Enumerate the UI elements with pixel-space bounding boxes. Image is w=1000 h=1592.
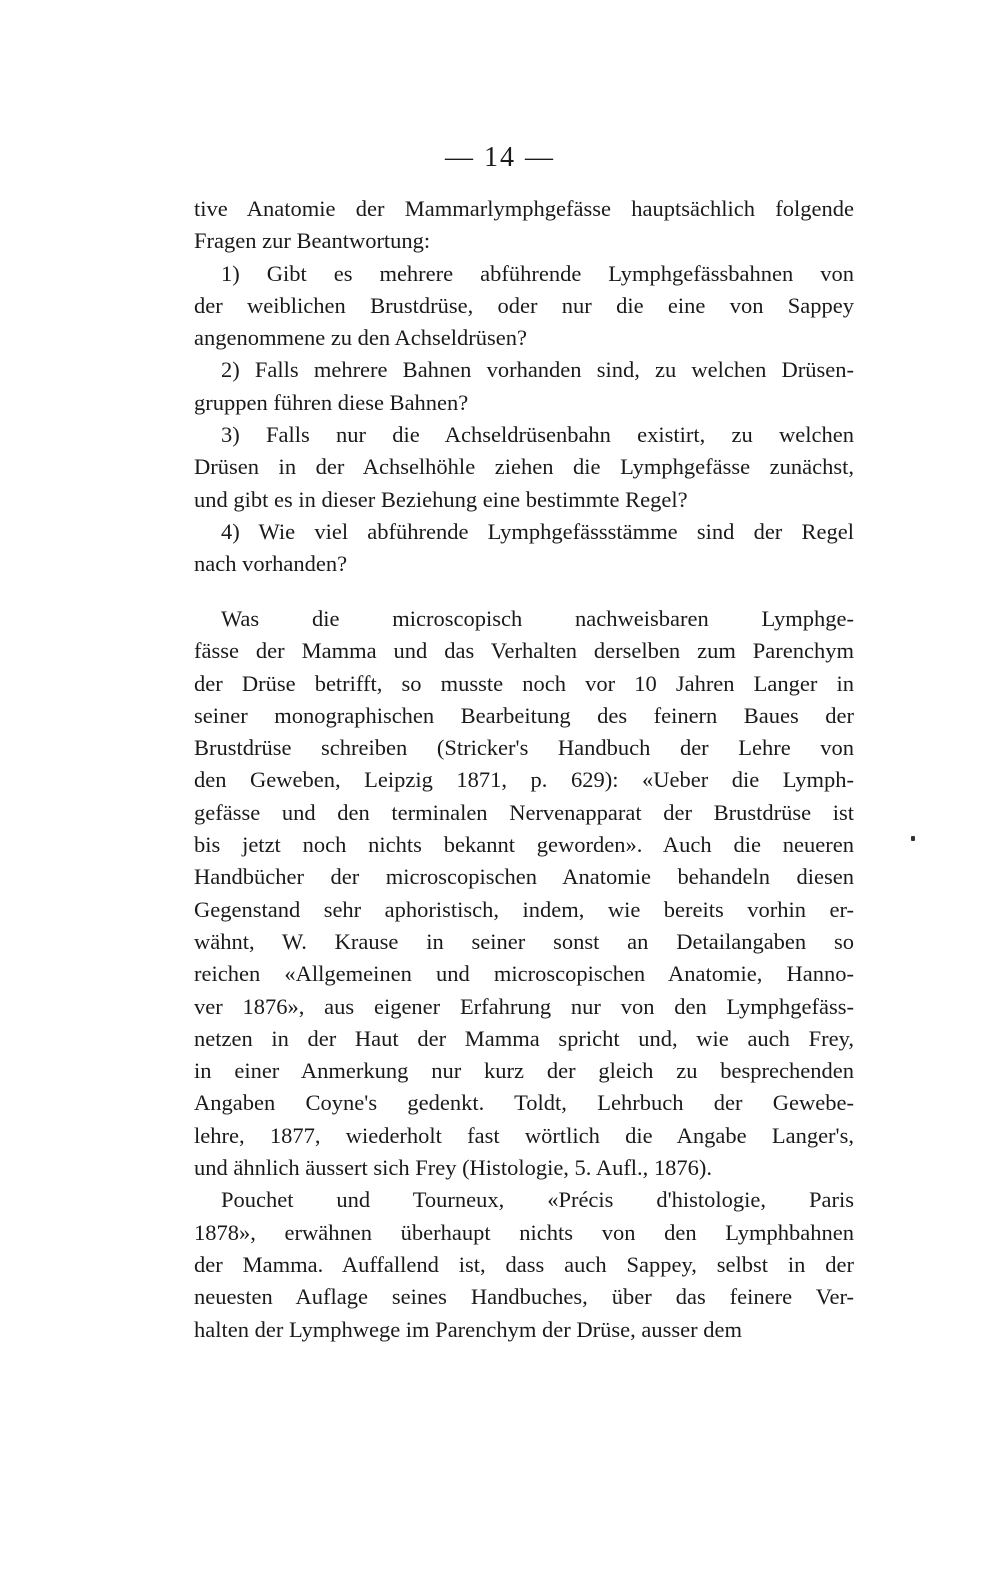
text-line: 2) Falls mehrere Bahnen vorhanden sind, zu welchen Drüsen- [221, 357, 854, 383]
text-line: in einer Anmerkung nur kurz der gleich zu besprechenden [194, 1058, 854, 1084]
text-line: der Mamma. Auffallend ist, dass auch Sappey, selbst in der [194, 1251, 854, 1277]
text-line: gefässe und den terminalen Nervenapparat der Brustdrüse ist [194, 799, 854, 825]
paragraph [194, 1184, 854, 1345]
text-line: den Geweben, Leipzig 1871, p. 629): «Ueber die Lymph- [194, 767, 854, 793]
paragraph [194, 354, 854, 419]
text-line: Brustdrüse schreiben (Stricker's Handbuch der Lehre von [194, 735, 854, 761]
text-line: der weiblichen Brustdrüse, oder nur die eine von Sappey [194, 292, 854, 318]
text-line: 4) Wie viel abführende Lymphgefässstämme sind der Regel [221, 518, 854, 544]
text-line: und gibt es in dieser Beziehung eine bestimmte Regel? [194, 486, 688, 512]
text-line: ver 1876», aus eigener Erfahrung nur von den Lymphgefäss- [194, 993, 854, 1019]
text-line: Handbücher der microscopischen Anatomie behandeln diesen [194, 864, 854, 890]
text-line: Pouchet und Tourneux, «Précis d'histologie, Paris [221, 1187, 854, 1213]
text-line: Was die microscopisch nachweisbaren Lymphge- [221, 606, 854, 631]
text-block-bottom [194, 603, 854, 1346]
print-speck [911, 836, 915, 841]
text-line: bis jetzt noch nichts bekannt geworden». Auch die neueren [194, 832, 854, 858]
paragraph [194, 419, 854, 516]
paragraph [194, 258, 854, 355]
paragraph [194, 516, 854, 581]
text-line: lehre, 1877, wiederholt fast wörtlich die Angabe Langer's, [194, 1122, 854, 1148]
text-line: netzen in der Haut der Mamma spricht und, wie auch Frey, [194, 1025, 854, 1051]
text-line: Drüsen in der Achselhöhle ziehen die Lymphgefässe zunächst, [194, 454, 854, 480]
text-line: 1878», erwähnen überhaupt nichts von den Lymphbahnen [194, 1219, 854, 1245]
paragraph [194, 193, 854, 258]
text-line: gruppen führen diese Bahnen? [194, 389, 469, 415]
text-line: 3) Falls nur die Achseldrüsenbahn existirt, zu welchen [221, 422, 854, 448]
text-line: fässe der Mamma und das Verhalten derselben zum Parenchym [194, 638, 854, 664]
text-line: tive Anatomie der Mammarlymphgefässe hauptsächlich folgende [194, 196, 854, 221]
text-block-top [194, 193, 854, 581]
text-line: Gegenstand sehr aphoristisch, indem, wie bereits vorhin er- [194, 896, 854, 922]
text-line: Fragen zur Beantwortung: [194, 228, 431, 254]
text-line: wähnt, W. Krause in seiner sonst an Detailangaben so [194, 928, 854, 954]
text-line: 1) Gibt es mehrere abführende Lymphgefässbahnen von [221, 260, 854, 286]
text-line: neuesten Auflage seines Handbuches, über das feinere Ver- [194, 1284, 854, 1310]
text-line: der Drüse betrifft, so musste noch vor 10 Jahren Langer in [194, 670, 854, 696]
text-line: nach vorhanden? [194, 551, 348, 577]
text-line: angenommene zu den Achseldrüsen? [194, 325, 528, 351]
text-line: seiner monographischen Bearbeitung des feinern Baues der [194, 702, 854, 728]
text-line: Angaben Coyne's gedenkt. Toldt, Lehrbuch der Gewebe- [194, 1090, 854, 1116]
page-number: — 14 — [445, 142, 555, 173]
text-line: reichen «Allgemeinen und microscopischen Anatomie, Hanno- [194, 961, 854, 987]
paragraph [194, 603, 854, 1184]
text-line: und ähnlich äussert sich Frey (Histologie, 5. Aufl., 1876). [194, 1155, 713, 1181]
text-line: halten der Lymphwege im Parenchym der Drüse, ausser dem [194, 1316, 742, 1342]
